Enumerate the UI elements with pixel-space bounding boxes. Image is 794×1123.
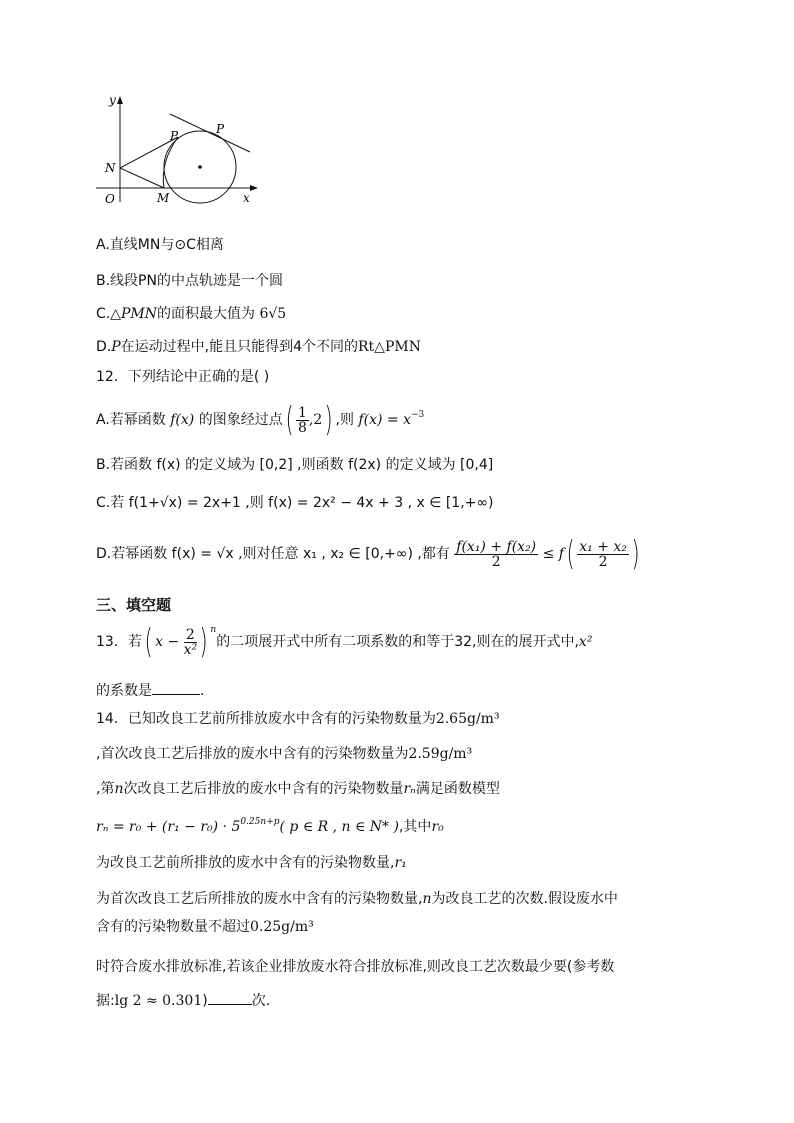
q14-l2-val: 2.59g/m³ bbox=[408, 746, 473, 762]
q12-a-then: ,则 bbox=[335, 412, 354, 428]
q11-d-prefix: D. bbox=[96, 339, 112, 355]
q14-line-9 bbox=[96, 990, 270, 1010]
q12-a-exp: −3 bbox=[410, 410, 425, 420]
q14-l5-r1: r₁ bbox=[394, 855, 407, 871]
q12-option-a: A.若幂函数 f(x) 的图象经过点( $\frac{1}{8}$ ,2) ,则 $f(x) = x^{-3}$ bbox=[96, 400, 425, 440]
axis-x-label: x bbox=[243, 191, 250, 205]
q14-l1-val: 2.65g/m³ bbox=[435, 711, 500, 727]
q13-line-2 bbox=[96, 680, 204, 700]
q14-answer-blank[interactable] bbox=[208, 990, 252, 1005]
q12-a-mid: 的图象经过点 bbox=[198, 412, 283, 428]
q13-exp: n bbox=[210, 625, 217, 635]
axis-y-label: y bbox=[109, 93, 116, 107]
q14-l3-rn: rₙ bbox=[403, 781, 416, 797]
q11-option-c bbox=[96, 305, 286, 323]
q14-line-1 bbox=[96, 710, 500, 728]
geometry-figure bbox=[92, 90, 267, 210]
q14-l9-end: 次. bbox=[251, 993, 271, 1009]
q12-d-fraction-1: $\frac{\text{f(x₁) + f(x₂)}}{2}$ bbox=[456, 538, 537, 570]
q14-l1: 14．已知改良工艺前所排放废水中含有的污染物数量为 bbox=[96, 711, 436, 727]
q11-c-value: 6√5 bbox=[259, 306, 287, 322]
q12-d-prefix: D.若幂函数 f(x) = √x ,则对任意 x₁ , x₂ ∈ [0,+∞) ,都有 bbox=[96, 546, 450, 562]
q14-l3-b: 次改良工艺后排放的废水中含有的污染物数量 bbox=[123, 781, 404, 797]
point-p2-label: P bbox=[216, 122, 225, 136]
q11-d-p: P bbox=[111, 339, 121, 355]
q14-formula bbox=[96, 818, 444, 838]
q12-a-result: f(x) = x bbox=[358, 412, 411, 428]
q13-fraction: $\frac{2}{\text{x²}}$ bbox=[183, 626, 198, 658]
q13-line-1: 13．若( x − $\frac{2}{\text{x²}}$ ) $^n$的二项展开式中所有二项系数的和等于32,则在的展开式中,x² bbox=[96, 622, 593, 662]
q14-l3-c: 满足函数模型 bbox=[415, 781, 500, 797]
q14-l9-b: ) bbox=[202, 993, 208, 1009]
q14-l6-b: 为改良工艺的次数.假设废水中 bbox=[431, 891, 618, 907]
q12-option-c: C.若 f(1+√x) = 2x+1 ,则 f(x) = 2x² − 4x + 3 , x ∈ [1,+∞) bbox=[96, 495, 494, 511]
q12-stem: 12．下列结论中正确的是( ) bbox=[96, 369, 270, 385]
q13-expr-x: x − bbox=[155, 634, 180, 650]
q13-lead: 13．若 bbox=[96, 634, 142, 650]
q12-a-pt2: ,2 bbox=[308, 412, 323, 428]
q11-option-a: A.直线MN与⊙C相离 bbox=[96, 237, 224, 253]
q13-line2-text: 的系数是 bbox=[96, 683, 152, 699]
q13-rest: 的二项展开式中所有二项系数的和等于32,则在的展开式中, bbox=[216, 634, 579, 650]
q11-c-mid: 的面积最大值为 bbox=[157, 306, 256, 322]
q14-line-2 bbox=[96, 745, 472, 763]
q12-option-b: B.若函数 f(x) 的定义域为 [0,2] ,则函数 f(2x) 的定义域为 [0,4] bbox=[96, 457, 494, 473]
q13-end: . bbox=[200, 683, 205, 699]
q14-line-6 bbox=[96, 890, 618, 908]
q14-formula-main: rₙ = r₀ + (r₁ − r₀) · 5 bbox=[96, 819, 241, 835]
q14-formula-tail: ,其中 bbox=[398, 819, 432, 835]
q11-c-prefix: C. bbox=[96, 306, 111, 322]
q11-c-triangle: △PMN bbox=[110, 306, 158, 322]
section-title: 三、填空题 bbox=[96, 596, 172, 614]
q11-d-mid: 在运动过程中,能且只能得到4个不同的 bbox=[120, 339, 359, 355]
q14-l9-a: 据: bbox=[96, 993, 115, 1009]
point-m-label: M bbox=[157, 191, 170, 205]
q14-l6-n: n bbox=[422, 891, 432, 907]
q14-line-7 bbox=[96, 918, 314, 936]
q12-a-prefix: A.若幂函数 bbox=[96, 412, 166, 428]
q14-formula-exp: 0.25n+p bbox=[240, 817, 280, 827]
q14-formula-r0: r₀ bbox=[431, 819, 444, 835]
point-p1-label: P bbox=[170, 129, 179, 143]
q12-a-fraction: $\frac{1}{8}$ bbox=[297, 404, 307, 436]
q12-a-fx: f(x) bbox=[170, 412, 195, 428]
q12-d-fraction-2: $\frac{\text{x₁ + x₂}}{2}$ bbox=[579, 538, 627, 570]
q11-d-tail: Rt△PMN bbox=[358, 339, 421, 355]
q13-answer-blank[interactable] bbox=[152, 680, 200, 695]
q14-line-3 bbox=[96, 780, 500, 798]
point-n-label: N bbox=[105, 161, 116, 175]
origin-label: O bbox=[105, 192, 115, 206]
q14-formula-cond: ( p ∈ R , n ∈ N* ) bbox=[279, 819, 399, 835]
q14-l7-val: 0.25g/m³ bbox=[250, 919, 314, 935]
q14-line-8: 时符合废水排放标准,若该企业排放废水符合排放标准,则改良工艺次数最少要(参考数 bbox=[96, 959, 615, 975]
q14-l7: 含有的污染物数量不超过 bbox=[96, 919, 250, 935]
q14-l5: 为改良工艺前所排放的废水中含有的污染物数量, bbox=[96, 855, 395, 871]
q14-line-5 bbox=[96, 854, 407, 872]
q13-x2: x² bbox=[578, 634, 593, 650]
q12-d-le: ≤ f bbox=[542, 546, 564, 562]
q11-option-b: B.线段PN的中点轨迹是一个圆 bbox=[96, 273, 283, 289]
q14-l2: ,首次改良工艺后排放的废水中含有的污染物数量为 bbox=[96, 746, 409, 762]
q11-option-d bbox=[96, 338, 421, 356]
q14-l6-a: 为首次改良工艺后所排放的废水中含有的污染物数量, bbox=[96, 891, 423, 907]
q14-l3-n: n bbox=[114, 781, 124, 797]
q14-l9-ref: lg 2 ≈ 0.301 bbox=[114, 993, 203, 1009]
q14-l3-a: ,第 bbox=[96, 781, 115, 797]
q12-option-d: D.若幂函数 f(x) = √x ,则对任意 x₁ , x₂ ∈ [0,+∞) ,都有 $\frac{\text{f(x₁) + f(x₂)}}{2}$ ≤ f( $\frac{\text{x₁ + x₂}}{2}$ ) bbox=[96, 534, 640, 574]
